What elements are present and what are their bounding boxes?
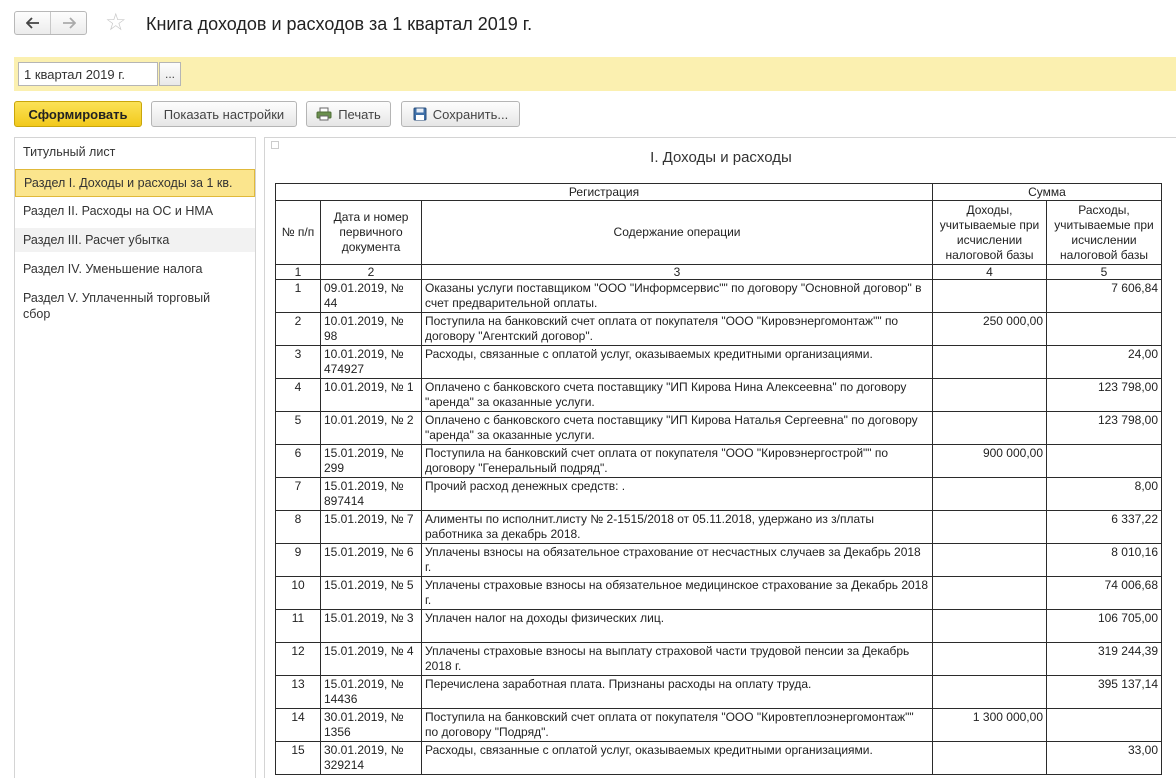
report-title: I. Доходы и расходы [650,149,792,166]
row-date-doc: 10.01.2019, № 2 [321,412,422,445]
row-content: Поступила на банковский счет оплата от покупателя "ООО "Кировтеплоэнергомонтаж"" по договору "Подряд". [422,709,933,742]
row-income: 900 000,00 [933,445,1047,478]
row-content: Алименты по исполнит.листу № 2-1515/2018 от 05.11.2018, удержано из з/платы работника за декабрь 2018. [422,511,933,544]
table-row[interactable] [276,577,1162,610]
column-number: 2 [321,265,422,280]
table-row[interactable] [276,313,1162,346]
row-expense: 8,00 [1047,478,1162,511]
table-row[interactable] [276,346,1162,379]
generate-button[interactable]: Сформировать [14,101,142,127]
sidebar-item-section-3[interactable]: Раздел III. Расчет убытка [15,228,255,252]
row-income: 250 000,00 [933,313,1047,346]
income-expense-table [275,183,1162,775]
arrow-left-icon [26,17,40,29]
row-date-doc: 15.01.2019, № 14436 [321,676,422,709]
cell-marker [271,141,279,149]
row-content: Уплачены страховые взносы на обязательное медицинское страхование за Декабрь 2018 г. [422,577,933,610]
row-expense: 319 244,39 [1047,643,1162,676]
row-date-doc: 15.01.2019, № 299 [321,445,422,478]
row-date-doc: 30.01.2019, № 329214 [321,742,422,775]
row-number: 5 [276,412,321,445]
sections-sidebar [14,137,256,778]
row-expense: 123 798,00 [1047,412,1162,445]
column-number: 5 [1047,265,1162,280]
row-date-doc: 10.01.2019, № 98 [321,313,422,346]
row-income [933,643,1047,676]
row-content: Уплачен налог на доходы физических лиц. [422,610,933,643]
row-number: 6 [276,445,321,478]
row-expense: 8 010,16 [1047,544,1162,577]
print-label: Печать [338,106,381,122]
row-number: 2 [276,313,321,346]
sidebar-item-title-page[interactable]: Титульный лист [23,145,116,159]
row-income [933,412,1047,445]
row-date-doc: 30.01.2019, № 1356 [321,709,422,742]
row-number: 15 [276,742,321,775]
printer-icon [316,107,332,121]
row-expense: 24,00 [1047,346,1162,379]
row-income [933,511,1047,544]
header-expense: Расходы, учитываемые при исчислении налоговой базы [1047,201,1162,265]
nav-buttons [14,11,87,35]
row-date-doc: 15.01.2019, № 3 [321,610,422,643]
row-date-doc: 10.01.2019, № 1 [321,379,422,412]
row-content: Уплачены взносы на обязательное страхование от несчастных случаев за Декабрь 2018 г. [422,544,933,577]
row-date-doc: 15.01.2019, № 6 [321,544,422,577]
header-row-top [276,184,1162,201]
title-bar [0,0,1176,50]
row-number: 8 [276,511,321,544]
table-row[interactable] [276,379,1162,412]
row-number: 11 [276,610,321,643]
row-date-doc: 10.01.2019, № 474927 [321,346,422,379]
row-income [933,577,1047,610]
row-number: 9 [276,544,321,577]
header-income: Доходы, учитываемые при исчислении налоговой базы [933,201,1047,265]
row-income [933,346,1047,379]
row-content: Перечислена заработная плата. Признаны расходы на оплату труда. [422,676,933,709]
row-expense [1047,313,1162,346]
row-content: Расходы, связанные с оплатой услуг, оказываемых кредитными организациями. [422,742,933,775]
header-content: Содержание операции [422,201,933,265]
row-number: 14 [276,709,321,742]
table-row[interactable] [276,742,1162,775]
column-number: 3 [422,265,933,280]
table-row[interactable] [276,445,1162,478]
period-input[interactable]: 1 квартал 2019 г. [18,62,158,86]
row-content: Расходы, связанные с оплатой услуг, оказываемых кредитными организациями. [422,346,933,379]
row-content: Оплачено с банковского счета поставщику "ИП Кирова Нина Алексеевна" по договору "аренда" за оказанные услуги. [422,379,933,412]
header-row-columns [276,201,1162,265]
table-row[interactable] [276,478,1162,511]
sidebar-item-section-1[interactable]: Раздел I. Доходы и расходы за 1 кв. [15,169,255,197]
row-expense: 106 705,00 [1047,610,1162,643]
table-row[interactable] [276,511,1162,544]
print-button[interactable] [306,101,391,127]
row-date-doc: 15.01.2019, № 7 [321,511,422,544]
show-settings-button[interactable]: Показать настройки [151,101,297,127]
row-income [933,544,1047,577]
row-number: 7 [276,478,321,511]
back-button[interactable] [15,12,50,34]
row-number: 3 [276,346,321,379]
row-income [933,478,1047,511]
row-date-doc: 15.01.2019, № 4 [321,643,422,676]
row-expense: 33,00 [1047,742,1162,775]
row-income [933,742,1047,775]
row-expense: 7 606,84 [1047,280,1162,313]
row-number: 10 [276,577,321,610]
header-registration: Регистрация [276,184,933,201]
row-number: 1 [276,280,321,313]
row-income [933,280,1047,313]
row-expense: 74 006,68 [1047,577,1162,610]
row-content: Оплачено с банковского счета поставщику "ИП Кирова Наталья Сергеевна" по договору "аренда" за оказанные услуги. [422,412,933,445]
row-date-doc: 15.01.2019, № 897414 [321,478,422,511]
floppy-disk-icon [413,107,427,121]
table-row[interactable] [276,676,1162,709]
row-expense [1047,445,1162,478]
arrow-right-icon [62,17,76,29]
sidebar-item-section-2[interactable]: Раздел II. Расходы на ОС и НМА [23,204,214,218]
row-content: Прочий расход денежных средств: . [422,478,933,511]
row-content: Поступила на банковский счет оплата от покупателя "ООО "Кировэнергострой"" по договору "Генеральный подряд". [422,445,933,478]
row-income [933,676,1047,709]
save-button[interactable] [401,101,520,127]
row-content: Оказаны услуги поставщиком "ООО "Информсервис"" по договору "Основной договор" в счет предварительной оплаты. [422,280,933,313]
row-date-doc: 15.01.2019, № 5 [321,577,422,610]
column-number-row [276,265,1162,280]
header-sum: Сумма [933,184,1162,201]
row-expense: 123 798,00 [1047,379,1162,412]
table-row[interactable] [276,643,1162,676]
row-number: 13 [276,676,321,709]
star-icon[interactable]: ☆ [105,9,127,36]
sidebar-item-section-4[interactable]: Раздел IV. Уменьшение налога [23,262,203,276]
table-row[interactable] [276,610,1162,643]
report-area [264,137,1176,778]
header-date-doc: Дата и номер первичного документа [321,201,422,265]
row-date-doc: 09.01.2019, № 44 [321,280,422,313]
column-number: 4 [933,265,1047,280]
page-title: Книга доходов и расходов за 1 квартал 2019 г. [146,14,533,34]
row-content: Уплачены страховые взносы на выплату страховой части трудовой пенсии за Декабрь 2018 г. [422,643,933,676]
save-label: Сохранить... [432,106,509,122]
row-income [933,610,1047,643]
header-num: № п/п [276,201,321,265]
row-number: 12 [276,643,321,676]
row-expense: 395 137,14 [1047,676,1162,709]
row-expense: 6 337,22 [1047,511,1162,544]
row-income: 1 300 000,00 [933,709,1047,742]
forward-button[interactable] [50,12,86,34]
parameter-bar [14,57,1176,91]
row-income [933,379,1047,412]
row-expense [1047,709,1162,742]
column-number: 1 [276,265,321,280]
table-row[interactable] [276,709,1162,742]
period-select-button[interactable]: ... [159,62,181,86]
row-number: 4 [276,379,321,412]
table-row[interactable] [276,412,1162,445]
table-row[interactable] [276,544,1162,577]
sidebar-item-section-5[interactable]: Раздел V. Уплаченный торговый сбор [23,291,211,321]
table-row[interactable] [276,280,1162,313]
row-content: Поступила на банковский счет оплата от покупателя "ООО "Кировэнергомонтаж"" по договору "Агентский договор". [422,313,933,346]
